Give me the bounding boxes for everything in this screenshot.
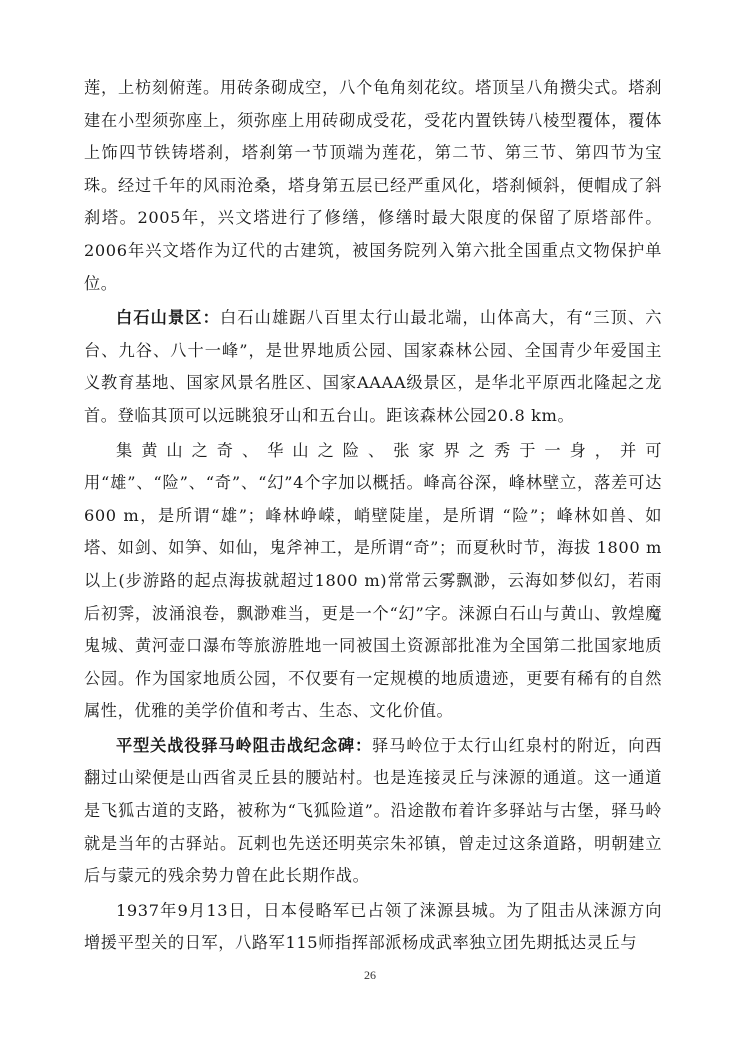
paragraph-heading: 平型关战役驿马岭阻击战纪念碑： <box>116 735 373 755</box>
paragraph-history <box>84 895 662 960</box>
paragraph-text: 驿马岭位于太行山红泉村的附近，向西翻过山梁便是山西省灵丘县的腰站村。也是连接灵丘与涞源的通道。这一通道是飞狐古道的支路，被称为“飞狐险道”。沿途散布着许多驿站与古堡，驿马岭就是当年的古驿站。瓦剌也先送还明英宗朱祁镇，曾走过这条道路，明朝建立后与蒙元的残余势力曾在此长期作战。 <box>84 735 663 886</box>
paragraph-features <box>84 435 662 728</box>
paragraph-text: 1937年9月13日，日本侵略军已占领了涞源县城。为了阻击从涞源方向增援平型关的日军，八路军115师指挥部派杨成武率独立团先期抵达灵丘与 <box>84 900 662 953</box>
paragraph-text: 白石山雄踞八百里太行山最北端，山体高大，有“三顶、六台、九谷、八十一峰”，是世界地质公园、国家森林公园、全国青少年爱国主义教育基地、国家风景名胜区、国家AAAA级景区，是华北平原西北隆起之龙首。登临其顶可以远眺狼牙山和五台山。距该森林公园20.8 km。 <box>84 308 662 425</box>
paragraph-text: 莲，上枋刻俯莲。用砖条砌成空，八个龟角刻花纹。塔顶呈八角攒尖式。塔刹建在小型须弥座上，须弥座上用砖砌成受花，受花内置铁铸八棱型覆体，覆体上饰四节铁铸塔刹，塔刹第一节顶端为莲花，第二节、第三节、第四节为宝珠。经过千年的风雨沧桑，塔身第五层已经严重风化，塔刹倾斜，便帽成了斜刹塔。2005年，兴文塔进行了修缮，修缮时最大限度的保留了原塔部件。2006年兴文塔作为辽代的古建筑，被国务院列入第六批全国重点文物保护单位。 <box>84 78 662 293</box>
page-number: 26 <box>364 968 376 982</box>
paragraph-monument <box>84 730 662 893</box>
body-text <box>84 72 662 960</box>
paragraph-baishishan <box>84 302 662 432</box>
paragraph-text: 集黄山之奇、华山之险、张家界之秀于一身，并可用“雄”、“险”、“奇”、“幻”4个字加以概括。峰高谷深，峰林壁立，落差可达600 m，是所谓“雄”；峰林峥嵘，峭壁陡崖，是所谓 “险”；峰林如兽、如塔、如剑、如笋、如仙，鬼斧神工，是所谓“奇”；而夏秋时节，海拔 1800 m以上(步游路的起点海拔就超过1800 m)常常云雾飘渺，云海如梦似幻，若雨后初霁，波涌浪卷，飘渺难当，更是一个“幻”字。涞源白石山与黄山、敦煌魔鬼城、黄河壶口瀑布等旅游胜地一同被国土资源部批准为全国第二批国家地质公园。作为国家地质公园，不仅要有一定规模的地质遗迹，更要有稀有的自然属性，优雅的美学价值和考古、生态、文化价值。 <box>84 440 662 721</box>
paragraph-continued <box>84 72 662 300</box>
paragraph-heading: 白石山景区： <box>116 308 220 328</box>
